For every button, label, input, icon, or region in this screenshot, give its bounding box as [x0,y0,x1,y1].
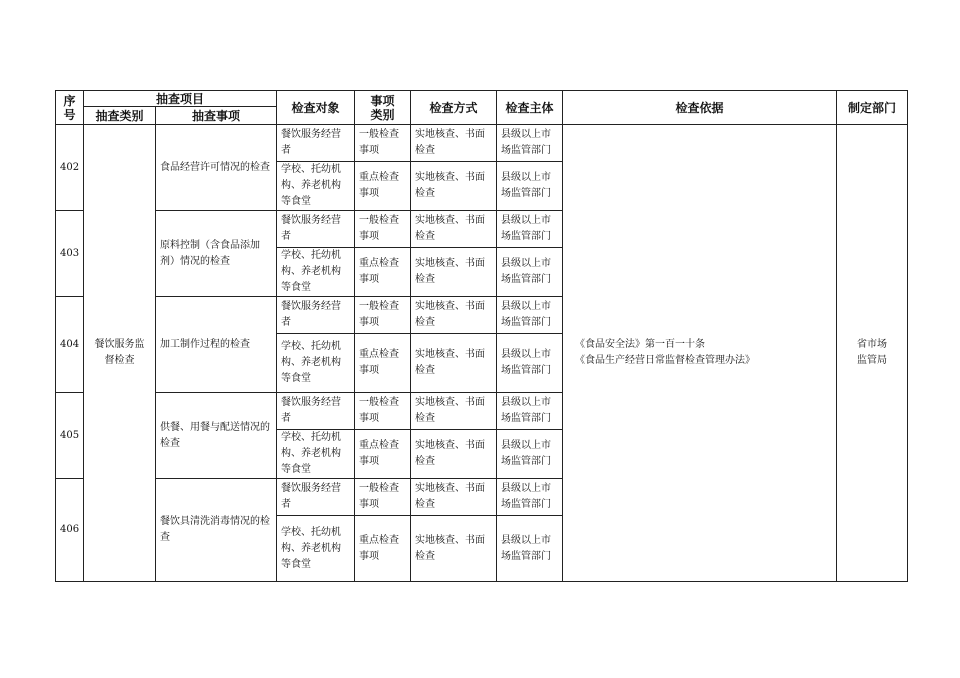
type-cell: 重点检查事项 [355,162,411,211]
target-cell: 学校、托幼机构、养老机构等食堂 [277,162,355,211]
type-cell: 一般检查事项 [355,393,411,430]
method-cell: 实地核查、书面检查 [411,516,497,582]
row-number: 403 [56,211,84,297]
target-cell: 学校、托幼机构、养老机构等食堂 [277,430,355,479]
header-seq: 序 号 [56,91,84,125]
header-basis: 检查依据 [563,91,837,125]
row-number: 406 [56,479,84,582]
method-cell: 实地核查、书面检查 [411,297,497,334]
dept-cell: 省市场监管局 [837,125,908,582]
type-cell: 一般检查事项 [355,479,411,516]
method-cell: 实地核查、书面检查 [411,334,497,393]
item-cell: 供餐、用餐与配送情况的检查 [156,393,277,479]
subject-cell: 县级以上市场监管部门 [497,125,563,162]
type-cell: 重点检查事项 [355,334,411,393]
method-cell: 实地核查、书面检查 [411,248,497,297]
header-target: 检查对象 [277,91,355,125]
row-number: 402 [56,125,84,211]
target-cell: 餐饮服务经营者 [277,479,355,516]
item-cell: 原料控制（含食品添加剂）情况的检查 [156,211,277,297]
type-cell: 一般检查事项 [355,125,411,162]
type-cell: 一般检查事项 [355,211,411,248]
subject-cell: 县级以上市场监管部门 [497,162,563,211]
type-cell: 重点检查事项 [355,430,411,479]
basis-cell: 《食品安全法》第一百一十条 《食品生产经营日常监督检查管理办法》 [563,125,837,582]
type-cell: 重点检查事项 [355,516,411,582]
method-cell: 实地核查、书面检查 [411,430,497,479]
target-cell: 餐饮服务经营者 [277,297,355,334]
inspection-table [55,90,908,582]
method-cell: 实地核查、书面检查 [411,162,497,211]
row-number: 405 [56,393,84,479]
target-cell: 学校、托幼机构、养老机构等食堂 [277,516,355,582]
subject-cell: 县级以上市场监管部门 [497,211,563,248]
header-category: 抽查类别 [84,107,156,125]
target-cell: 餐饮服务经营者 [277,211,355,248]
header-item: 抽查事项 [156,107,277,125]
table-body [56,125,908,582]
target-cell: 学校、托幼机构、养老机构等食堂 [277,248,355,297]
header-type: 事项 类别 [355,91,411,125]
subject-cell: 县级以上市场监管部门 [497,516,563,582]
row-number: 404 [56,297,84,393]
subject-cell: 县级以上市场监管部门 [497,430,563,479]
item-cell: 食品经营许可情况的检查 [156,125,277,211]
header-method: 检查方式 [411,91,497,125]
target-cell: 学校、托幼机构、养老机构等食堂 [277,334,355,393]
subject-cell: 县级以上市场监管部门 [497,393,563,430]
method-cell: 实地核查、书面检查 [411,125,497,162]
item-cell: 餐饮具清洗消毒情况的检查 [156,479,277,582]
type-cell: 重点检查事项 [355,248,411,297]
header-project: 抽查项目 [84,91,277,107]
subject-cell: 县级以上市场监管部门 [497,479,563,516]
category-cell: 餐饮服务监督检查 [84,125,156,582]
target-cell: 餐饮服务经营者 [277,393,355,430]
method-cell: 实地核查、书面检查 [411,479,497,516]
method-cell: 实地核查、书面检查 [411,393,497,430]
header-dept: 制定部门 [837,91,908,125]
header-subject: 检查主体 [497,91,563,125]
subject-cell: 县级以上市场监管部门 [497,248,563,297]
item-cell: 加工制作过程的检查 [156,297,277,393]
type-cell: 一般检查事项 [355,297,411,334]
subject-cell: 县级以上市场监管部门 [497,334,563,393]
target-cell: 餐饮服务经营者 [277,125,355,162]
method-cell: 实地核查、书面检查 [411,211,497,248]
table-row [56,125,908,162]
subject-cell: 县级以上市场监管部门 [497,297,563,334]
